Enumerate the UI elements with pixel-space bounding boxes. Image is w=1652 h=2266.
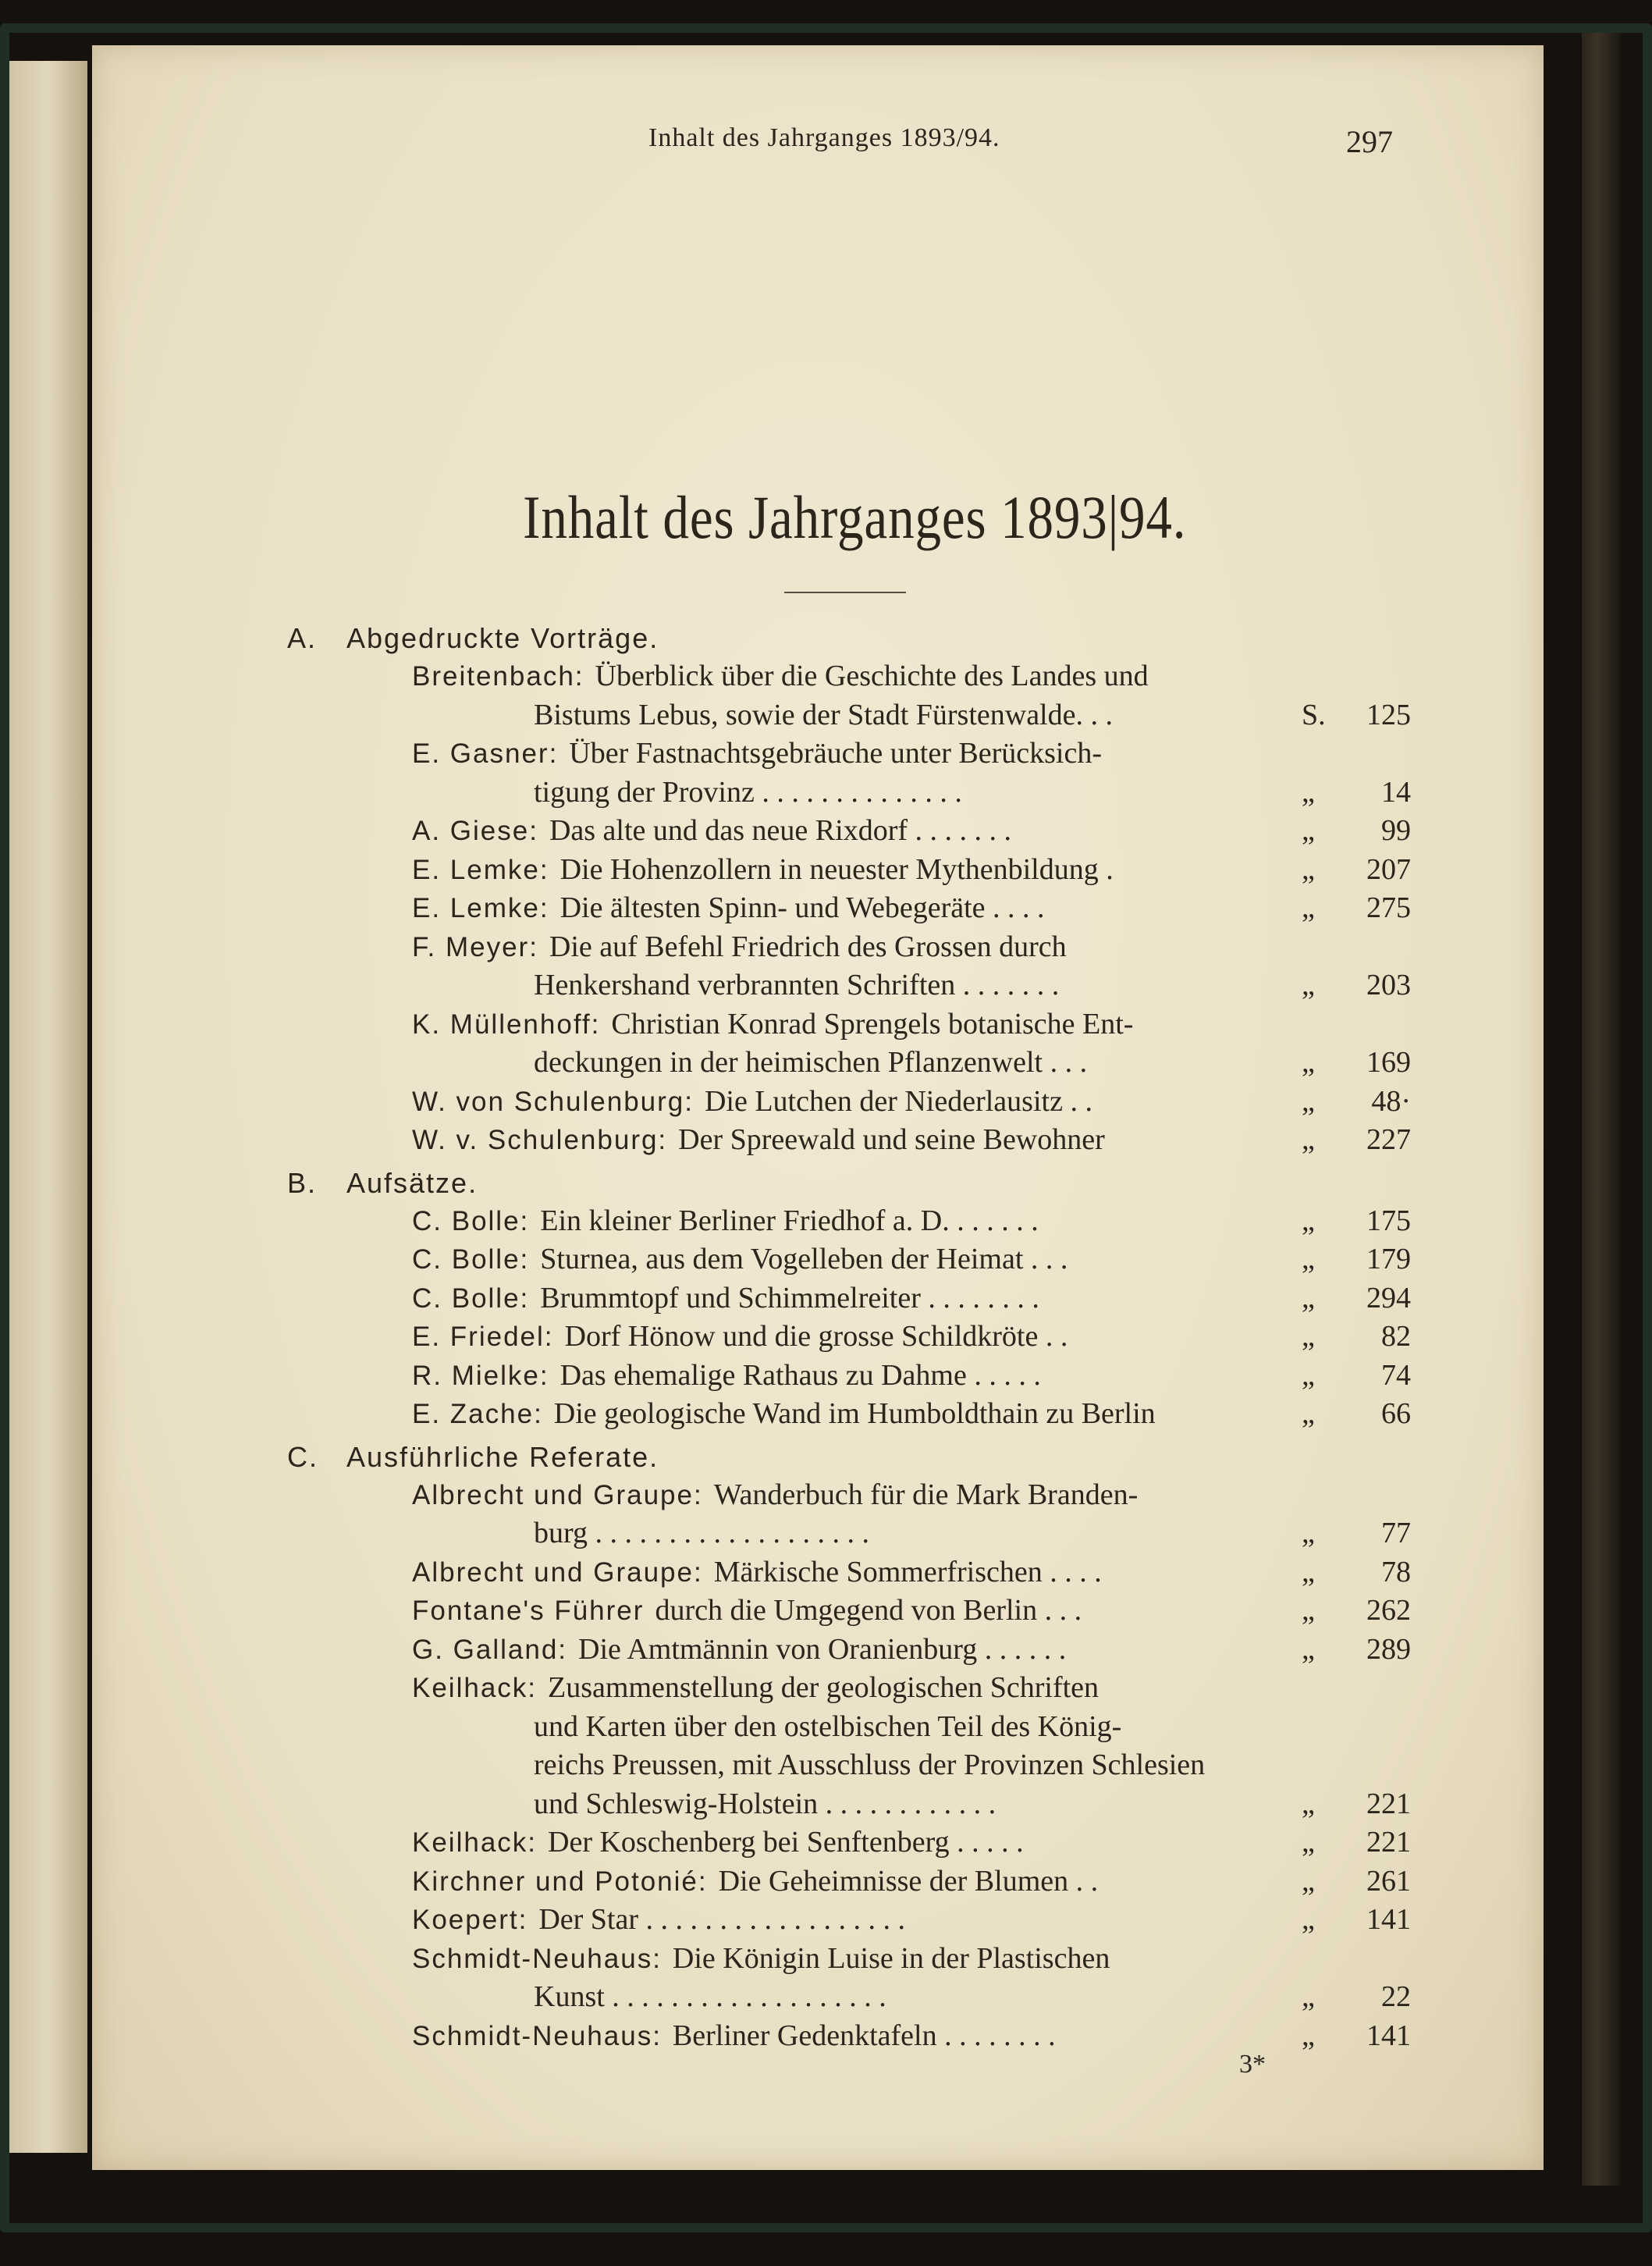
toc-entry	[92, 1279, 1544, 1318]
page-prefix: „	[1302, 1903, 1315, 1936]
entry-author: Kirchner und Potonié:	[412, 1866, 708, 1897]
toc-entry	[92, 1862, 1544, 1901]
running-title: Inhalt des Jahrganges 1893/94.	[648, 123, 1000, 152]
entry-title-text: Christian Konrad Sprengels botanische Ent-	[611, 1007, 1134, 1041]
entry-page-reference	[1302, 1862, 1426, 1901]
entry-page-reference	[1302, 1978, 1426, 2017]
toc-entry	[92, 1318, 1544, 1357]
page-number: 297	[1346, 124, 1393, 159]
entry-author: Albrecht und Graupe:	[412, 1556, 703, 1588]
toc-entry	[92, 1357, 1544, 1396]
page-number-ref: 99	[1381, 814, 1411, 847]
page-number-ref: 294	[1366, 1281, 1411, 1314]
entry-title-text: Die Hohenzollern in neuester Mythenbildung .	[560, 852, 1114, 886]
page-number-ref: 74	[1381, 1358, 1411, 1392]
entry-first-line	[92, 1862, 1544, 1901]
entry-author: K. Müllenhoff:	[412, 1008, 601, 1040]
page-number-ref: 175	[1366, 1204, 1411, 1237]
entry-author: Breitenbach:	[412, 661, 584, 692]
page-prefix: „	[1302, 1980, 1315, 2013]
entry-title-text: Henkershand verbrannten Schriften . . . . . . .	[534, 969, 1060, 1001]
page-number-ref: 66	[1381, 1397, 1411, 1430]
entry-page-reference	[1302, 2017, 1426, 2056]
toc-entry	[92, 1005, 1544, 1083]
entry-title-text: Die Amtmännin von Oranienburg . . . . . .	[578, 1632, 1067, 1666]
toc-entry	[92, 812, 1544, 851]
page-prefix: „	[1302, 1123, 1315, 1156]
entry-title-text: deckungen in der heimischen Pflanzenwelt . . .	[534, 1046, 1088, 1079]
section-name: Aufsätze.	[346, 1166, 478, 1199]
section-letter: B.	[287, 1166, 318, 1199]
toc-section	[92, 1165, 1544, 1434]
entry-first-line	[92, 851, 1544, 890]
page-number-ref: 289	[1366, 1632, 1411, 1666]
entry-page-reference	[1302, 1395, 1426, 1434]
entry-title-text: Der Koschenberg bei Senftenberg . . . . .	[548, 1826, 1024, 1859]
entry-page-reference	[1302, 1240, 1426, 1279]
toc-entry	[92, 1240, 1544, 1279]
toc-entry	[92, 657, 1544, 735]
toc-section	[92, 620, 1544, 1160]
page-number-ref: 77	[1381, 1517, 1411, 1549]
page-number-ref: 203	[1366, 969, 1411, 1001]
entry-author: Albrecht und Graupe:	[412, 1479, 703, 1510]
toc-entry	[92, 735, 1544, 812]
entry-page-reference	[1302, 1823, 1426, 1862]
entry-title-text: Kunst . . . . . . . . . . . . . . . . . . .	[534, 1980, 886, 2013]
entry-title-text: und Karten über den ostelbischen Teil des König-	[534, 1709, 1122, 1743]
entry-page-reference	[1302, 1279, 1426, 1318]
entry-author: E. Lemke:	[412, 854, 549, 885]
entry-title-text: Die auf Befehl Friedrich des Grossen durch	[549, 930, 1067, 963]
entry-author: C. Bolle:	[412, 1205, 530, 1236]
entry-title-text: Ein kleiner Berliner Friedhof a. D. . . . . . .	[540, 1204, 1039, 1237]
page-prefix: „	[1302, 1243, 1315, 1275]
section-name: Abgedruckte Vorträge.	[346, 622, 659, 654]
entry-first-line	[92, 1476, 1544, 1515]
entry-author: Koepert:	[412, 1905, 528, 1935]
section-letter: A.	[287, 622, 318, 654]
page-number-ref: 169	[1366, 1046, 1411, 1079]
entry-page-reference	[1302, 889, 1426, 928]
entry-author: Schmidt-Neuhaus:	[412, 1943, 662, 1974]
page-number-ref: 207	[1366, 852, 1411, 886]
page-prefix: „	[1302, 1281, 1315, 1314]
page-prefix: „	[1302, 891, 1315, 924]
toc-entry	[92, 1669, 1544, 1823]
page-number-ref: 262	[1366, 1594, 1411, 1627]
entry-title-text: Das alte und das neue Rixdorf . . . . . . .	[549, 814, 1011, 847]
entry-continuation-line	[92, 1978, 1544, 2017]
entry-title-text: Bistums Lebus, sowie der Stadt Fürstenwalde. . .	[534, 698, 1113, 731]
toc-entry	[92, 1121, 1544, 1160]
entry-first-line	[92, 2017, 1544, 2056]
entry-page-reference	[1302, 1318, 1426, 1357]
toc-entry	[92, 1395, 1544, 1434]
entry-title-text: Über Fastnachtsgebräuche unter Berücksich-	[569, 737, 1102, 770]
entry-continuation-line	[92, 1708, 1544, 1747]
entry-title-text: Brummtopf und Schimmelreiter . . . . . . . .	[540, 1281, 1039, 1314]
entry-author: F. Meyer:	[412, 931, 538, 962]
page-prefix: „	[1302, 1787, 1315, 1820]
entry-first-line	[92, 1318, 1544, 1357]
entry-first-line	[92, 1357, 1544, 1396]
page-number-ref: 227	[1366, 1123, 1411, 1156]
page-prefix: „	[1302, 1826, 1315, 1859]
entry-author: E. Lemke:	[412, 893, 549, 923]
entry-author: R. Mielke:	[412, 1360, 549, 1391]
entry-author: C. Bolle:	[412, 1282, 530, 1314]
entry-author: Schmidt-Neuhaus:	[412, 2020, 662, 2051]
section-heading	[92, 1439, 1544, 1476]
page-prefix: „	[1302, 1046, 1315, 1079]
page-prefix: „	[1302, 1084, 1315, 1118]
entry-continuation-line	[92, 696, 1544, 735]
entry-author: E. Friedel:	[412, 1322, 554, 1352]
page-prefix: „	[1302, 2019, 1315, 2052]
entry-page-reference	[1302, 1357, 1426, 1396]
entry-first-line	[92, 1279, 1544, 1318]
entry-title-text: und Schleswig-Holstein . . . . . . . . . . . .	[534, 1787, 997, 1820]
entry-page-reference	[1302, 1202, 1426, 1241]
section-letter: C.	[287, 1440, 318, 1473]
page-prefix: „	[1302, 775, 1315, 809]
page-prefix: S.	[1302, 698, 1326, 731]
entry-title-text: Berliner Gedenktafeln . . . . . . . .	[672, 2019, 1056, 2052]
entry-continuation-line	[92, 1746, 1544, 1785]
entry-first-line	[92, 735, 1544, 774]
book-spine-edge	[1582, 31, 1621, 2186]
entry-first-line	[92, 889, 1544, 928]
page-prefix: „	[1302, 1555, 1315, 1588]
entry-page-reference	[1302, 1044, 1426, 1083]
entry-first-line	[92, 1083, 1544, 1122]
entry-title-text: Überblick über die Geschichte des Landes und	[595, 660, 1149, 692]
page-title: Inhalt des Jahrganges 1893|94.	[523, 483, 1187, 551]
toc-entry	[92, 1631, 1544, 1670]
running-header	[92, 123, 1544, 162]
toc-entry	[92, 1476, 1544, 1553]
toc-entry	[92, 1553, 1544, 1592]
entry-author: E. Zache:	[412, 1399, 543, 1429]
entry-continuation-line	[92, 966, 1544, 1005]
entry-continuation-line	[92, 774, 1544, 813]
entry-author: C. Bolle:	[412, 1244, 530, 1275]
entry-title-text: Der Spreewald und seine Bewohner	[678, 1123, 1105, 1156]
entry-first-line	[92, 1553, 1544, 1592]
page-prefix: „	[1302, 814, 1315, 847]
page-prefix: „	[1302, 1397, 1315, 1430]
page-number-ref: 78	[1381, 1555, 1411, 1588]
page-prefix: „	[1302, 1594, 1315, 1627]
page-number-ref: 14	[1381, 775, 1411, 809]
page-prefix: „	[1302, 1517, 1315, 1549]
entry-continuation-line	[92, 1514, 1544, 1553]
toc-entry	[92, 928, 1544, 1005]
toc-entry	[92, 1940, 1544, 2017]
entry-first-line	[92, 1631, 1544, 1670]
entry-page-reference	[1302, 851, 1426, 890]
entry-page-reference	[1302, 1901, 1426, 1940]
entry-title-text: Zusammenstellung der geologischen Schriften	[548, 1671, 1100, 1704]
entry-author: Keilhack:	[412, 1827, 538, 1858]
entry-page-reference	[1302, 1083, 1426, 1122]
entry-title-text: durch die Umgegend von Berlin . . .	[655, 1594, 1082, 1627]
entry-page-reference	[1302, 966, 1426, 1005]
entry-title-text: Die Geheimnisse der Blumen . .	[718, 1864, 1099, 1898]
entry-first-line	[92, 1940, 1544, 1979]
entry-page-reference	[1302, 812, 1426, 851]
entry-author: Keilhack:	[412, 1673, 538, 1703]
entry-title-text: Die Lutchen der Niederlausitz . .	[704, 1084, 1092, 1118]
page-prefix: „	[1302, 1632, 1315, 1666]
page-prefix: „	[1302, 852, 1315, 886]
page-number-ref: 221	[1366, 1787, 1411, 1820]
page-prefix: „	[1302, 969, 1315, 1001]
toc-entry	[92, 1592, 1544, 1631]
page-number-ref: 275	[1366, 891, 1411, 924]
page-number-ref: 48·	[1371, 1084, 1411, 1118]
entry-page-reference	[1302, 1553, 1426, 1592]
entry-first-line	[92, 1669, 1544, 1708]
toc-entry	[92, 1202, 1544, 1241]
entry-title-text: tigung der Provinz . . . . . . . . . . . . . .	[534, 775, 962, 809]
table-of-contents	[92, 615, 1544, 2055]
page-number-ref: 141	[1366, 2019, 1411, 2052]
toc-section	[92, 1439, 1544, 2056]
facing-page-edge	[0, 61, 87, 2153]
toc-entry	[92, 889, 1544, 928]
entry-first-line	[92, 1121, 1544, 1160]
section-heading	[92, 620, 1544, 657]
entry-author: W. v. Schulenburg:	[412, 1125, 668, 1155]
page-number-ref: 261	[1366, 1864, 1411, 1898]
entry-title-text: Märkische Sommerfrischen . . . .	[713, 1555, 1102, 1588]
entry-title-text: Die geologische Wand im Humboldthain zu Berlin	[553, 1397, 1156, 1430]
page-prefix: „	[1302, 1320, 1315, 1353]
entry-title-text: Die Königin Luise in der Plastischen	[672, 1941, 1110, 1975]
section-heading	[92, 1165, 1544, 1202]
entry-page-reference	[1302, 774, 1426, 813]
entry-first-line	[92, 1823, 1544, 1862]
toc-entry	[92, 1823, 1544, 1862]
page-number-ref: 82	[1381, 1320, 1411, 1353]
entry-first-line	[92, 1240, 1544, 1279]
entry-title-text: Der Star . . . . . . . . . . . . . . . . . .	[538, 1903, 905, 1936]
entry-first-line	[92, 928, 1544, 967]
entry-page-reference	[1302, 1785, 1426, 1824]
entry-continuation-line	[92, 1044, 1544, 1083]
toc-entry	[92, 1083, 1544, 1122]
page-number-ref: 125	[1366, 698, 1411, 731]
section-name: Ausführliche Referate.	[346, 1440, 659, 1473]
entry-first-line	[92, 1005, 1544, 1044]
entry-page-reference	[1302, 1121, 1426, 1160]
entry-author: E. Gasner:	[412, 738, 559, 769]
title-rule	[784, 592, 906, 593]
toc-entry	[92, 851, 1544, 890]
entry-page-reference	[1302, 1514, 1426, 1553]
page-number-ref: 221	[1366, 1826, 1411, 1859]
page-number-ref: 22	[1381, 1980, 1411, 2013]
book-page	[92, 45, 1544, 2170]
toc-entry	[92, 1901, 1544, 1940]
entry-author: W. von Schulenburg:	[412, 1086, 694, 1117]
entry-author: A. Giese:	[412, 816, 538, 846]
entry-title-text: Sturnea, aus dem Vogelleben der Heimat . . .	[540, 1243, 1068, 1275]
entry-first-line	[92, 812, 1544, 851]
entry-first-line	[92, 1592, 1544, 1631]
entry-first-line	[92, 1901, 1544, 1940]
entry-first-line	[92, 1395, 1544, 1434]
entry-first-line	[92, 1202, 1544, 1241]
entry-title-text: Wanderbuch für die Mark Branden-	[713, 1478, 1139, 1511]
entry-first-line	[92, 657, 1544, 696]
printer-signature: 3*	[1239, 2050, 1266, 2079]
entry-title-text: reichs Preussen, mit Ausschluss der Provinzen Schlesien	[534, 1748, 1206, 1781]
entry-page-reference	[1302, 696, 1426, 735]
page-prefix: „	[1302, 1358, 1315, 1392]
page-number-ref: 141	[1366, 1903, 1411, 1936]
entry-title-text: Das ehemalige Rathaus zu Dahme . . . . .	[560, 1358, 1041, 1392]
entry-page-reference	[1302, 1592, 1426, 1631]
entry-title-text: Dorf Hönow und die grosse Schildkröte . .	[564, 1320, 1068, 1353]
page-prefix: „	[1302, 1204, 1315, 1237]
page-number-ref: 179	[1366, 1243, 1411, 1275]
entry-page-reference	[1302, 1631, 1426, 1670]
toc-entry	[92, 2017, 1544, 2056]
entry-title-text: burg . . . . . . . . . . . . . . . . . . .	[534, 1517, 869, 1549]
page-prefix: „	[1302, 1864, 1315, 1898]
entry-author: G. Galland:	[412, 1634, 568, 1665]
entry-author: Fontane's Führer	[412, 1595, 645, 1626]
entry-continuation-line	[92, 1785, 1544, 1824]
entry-title-text: Die ältesten Spinn- und Webegeräte . . . .	[560, 891, 1045, 924]
